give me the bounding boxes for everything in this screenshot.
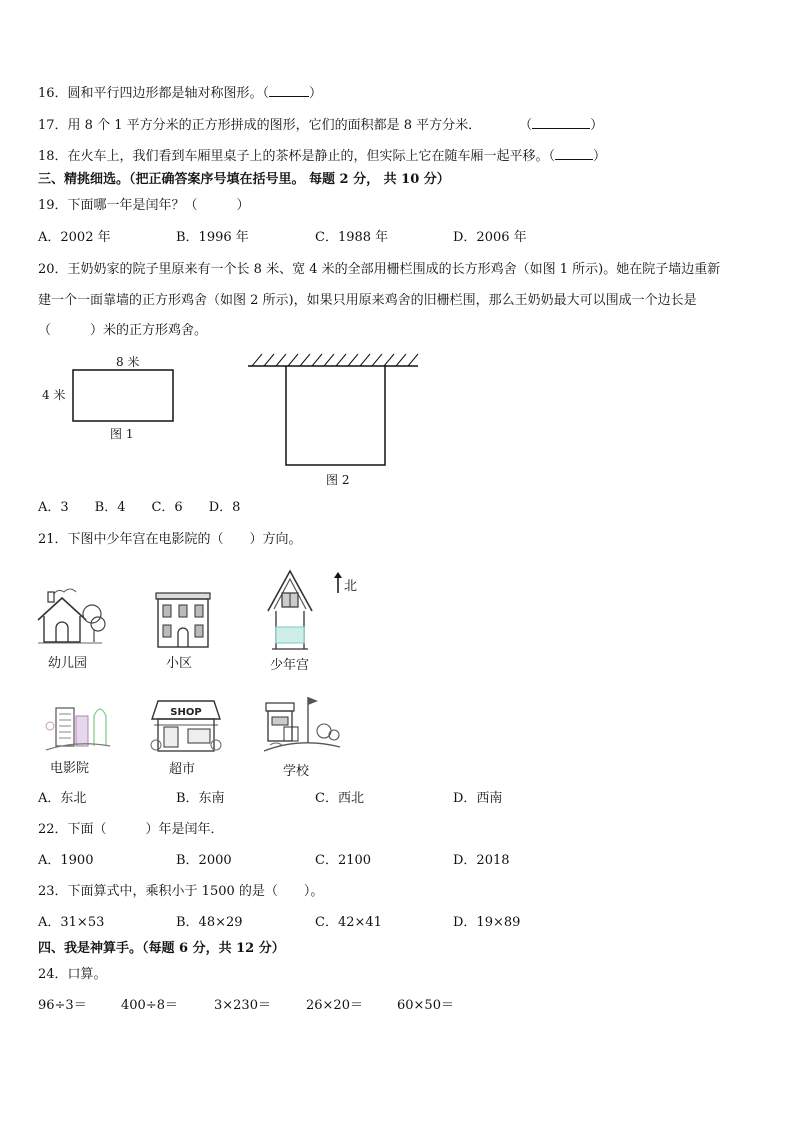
- school-building-icon: [262, 693, 340, 755]
- option-a[interactable]: A．1900: [38, 853, 94, 868]
- question-20-line-3: （ ）米的正方形鸡舍。: [38, 323, 208, 338]
- question-20-line-1: 20．王奶奶家的院子里原来有一个长 8 米、宽 4 米的全部用栅栏围成的长方形鸡舍（如图 1 所示)。她在院子墙边重新: [38, 262, 721, 277]
- oral-calc-item: 400÷8＝: [121, 998, 178, 1013]
- supermarket-label: 超市: [169, 762, 196, 777]
- fig2-caption: 图 2: [326, 473, 350, 487]
- question-17: 17．用 8 个 1 平方分米的正方形拼成的图形，它们的面积都是 8 平方分米． （ ）: [38, 114, 603, 135]
- supermarket-shop-icon: [150, 697, 222, 755]
- kindergarten-label: 幼儿园: [48, 656, 88, 671]
- shop-sign-text: SHOP: [170, 707, 202, 718]
- option-c[interactable]: C．2100: [315, 853, 372, 868]
- option-b[interactable]: B．1996 年: [176, 230, 249, 245]
- option-d[interactable]: D．2006 年: [453, 230, 527, 245]
- cinema-label: 电影院: [50, 761, 90, 776]
- option-b[interactable]: B．2000: [176, 853, 232, 868]
- option-a[interactable]: A．东北: [38, 791, 87, 806]
- option-c[interactable]: C．1988 年: [315, 230, 389, 245]
- option-d[interactable]: D．西南: [453, 791, 503, 806]
- section-3-title: 三、精挑细选。（把正确答案序号填在括号里。 每题 2 分， 共 10 分）: [38, 172, 450, 187]
- fig1-width-label: 4 米: [42, 388, 66, 402]
- answer-blank[interactable]: [555, 145, 593, 160]
- question-22-stem: 22．下面（ ）年是闰年．: [38, 822, 224, 837]
- youth-palace-label: 少年宫: [270, 658, 310, 673]
- option-d[interactable]: D．2018: [453, 853, 510, 868]
- fig1-length-label: 8 米: [116, 355, 140, 369]
- youth-palace-icon: [264, 569, 316, 651]
- community-building-icon: [154, 591, 212, 649]
- oral-calc-item: 60×50＝: [397, 998, 454, 1013]
- fig1-caption: 图 1: [110, 427, 134, 441]
- answer-blank[interactable]: [269, 82, 309, 97]
- section-4-title: 四、我是神算手。（每题 6 分，共 12 分）: [38, 941, 285, 956]
- north-arrow-icon: [333, 572, 343, 594]
- oral-calc-item: 96÷3＝: [38, 998, 87, 1013]
- oral-calc-item: 26×20＝: [306, 998, 363, 1013]
- option-a[interactable]: A．2002 年: [38, 230, 111, 245]
- fig2-wall-square: [246, 352, 420, 468]
- answer-blank[interactable]: [532, 114, 590, 129]
- cinema-building-icon: [44, 700, 112, 754]
- option-d[interactable]: D．19×89: [453, 915, 521, 930]
- school-label: 学校: [283, 764, 310, 779]
- question-21-stem: 21．下图中少年宫在电影院的（ ）方向。: [38, 532, 302, 547]
- question-19-stem: 19．下面哪一年是闰年？（ ）: [38, 198, 250, 213]
- option-c[interactable]: C．西北: [315, 791, 364, 806]
- kindergarten-house-icon: [36, 580, 102, 648]
- question-18: 18．在火车上，我们看到车厢里桌子上的茶杯是静止的，但实际上它在随车厢一起平移。（ ）: [38, 145, 606, 166]
- question-23-stem: 23．下面算式中，乘积小于 1500 的是（ ）。: [38, 884, 324, 899]
- option-b[interactable]: B．东南: [176, 791, 225, 806]
- community-label: 小区: [166, 656, 193, 671]
- option-a[interactable]: A．31×53: [38, 915, 105, 930]
- question-24-stem: 24．口算。: [38, 967, 107, 982]
- option-c[interactable]: C．42×41: [315, 915, 382, 930]
- question-16: 16．圆和平行四边形都是轴对称图形。（ ）: [38, 82, 322, 103]
- north-label: 北: [344, 579, 358, 594]
- oral-calc-item: 3×230＝: [214, 998, 271, 1013]
- option-b[interactable]: B．48×29: [176, 915, 243, 930]
- question-20-line-2: 建一个一面靠墙的正方形鸡舍（如图 2 所示)，如果只用原来鸡舍的旧栅栏围，那么王奶奶最大可以围成一个边长是: [38, 293, 697, 308]
- fig1-rectangle: [72, 369, 174, 422]
- question-20-options[interactable]: A．3 B．4 C．6 D．8: [38, 500, 241, 515]
